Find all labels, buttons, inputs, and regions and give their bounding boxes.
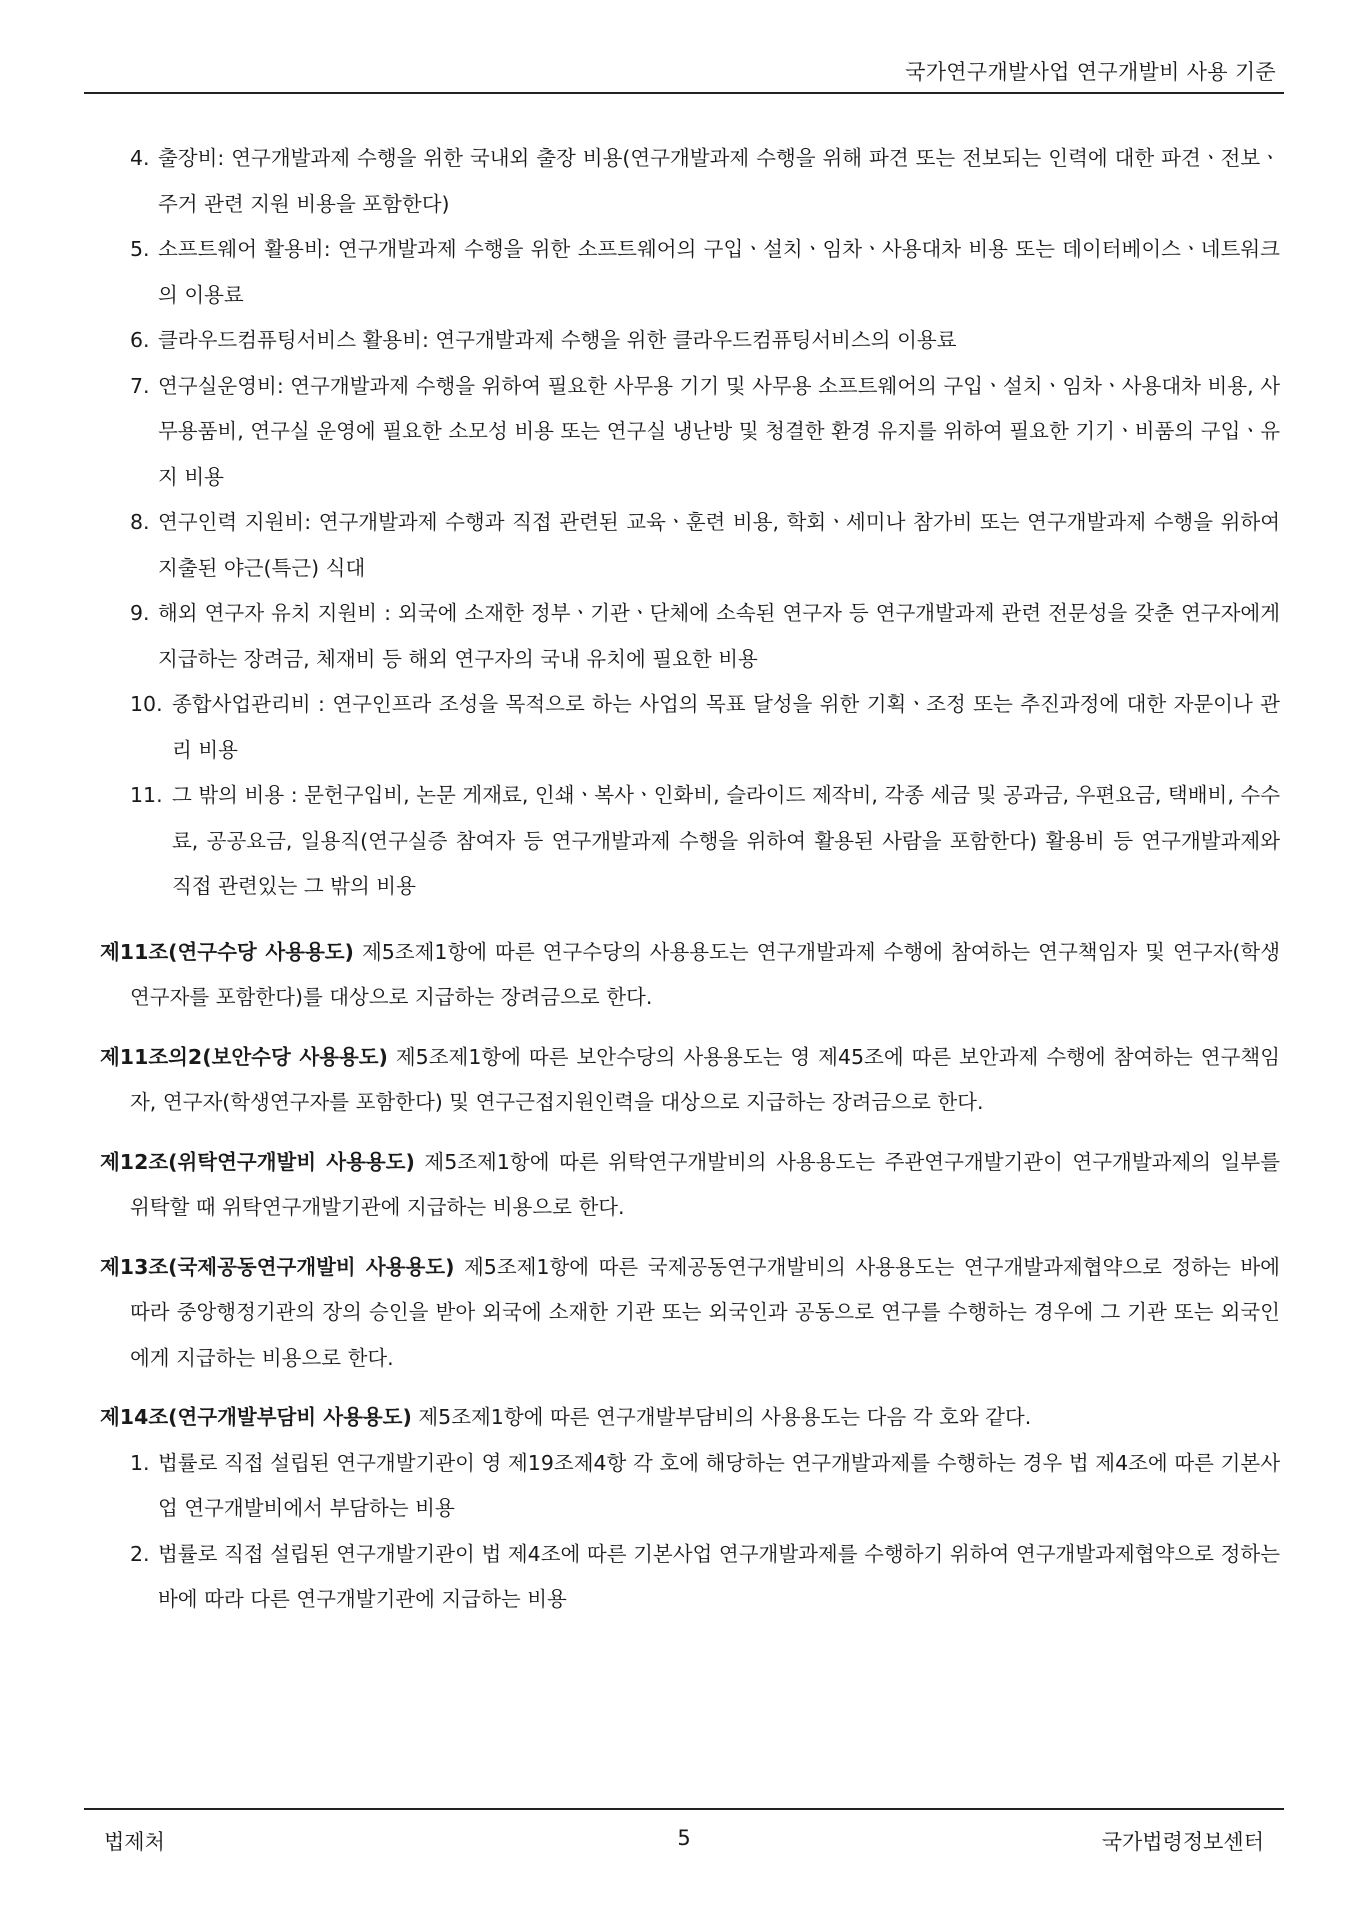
- list-item: [100, 1532, 1280, 1623]
- burden-item-list: [100, 1441, 1280, 1623]
- item-number: 10.: [130, 692, 163, 716]
- list-item: [100, 682, 1280, 773]
- article-title: 제11조(연구수당 사용용도): [100, 939, 354, 964]
- article-13: [100, 1245, 1280, 1382]
- item-text: 법률로 직접 설립된 연구개발기관이 영 제19조제4항 각 호에 해당하는 연구개발과제를 수행하는 경우 법 제4조에 따른 기본사업 연구개발비에서 부담하는 비용: [158, 1450, 1280, 1520]
- article-text: 제5조제1항에 따른 보안수당의 사용용도는 영 제45조에 따른 보안과제 수행에 참여하는 연구책임자, 연구자(학생연구자를 포함한다) 및 연구근접지원인력을 대상으로 지급하는 장려금으로 한다.: [130, 1044, 1280, 1114]
- article-title: 제11조의2(보안수당 사용용도): [100, 1044, 388, 1069]
- list-item: [100, 364, 1280, 501]
- item-text: 클라우드컴퓨팅서비스 활용비: 연구개발과제 수행을 위한 클라우드컴퓨팅서비스의 이용료: [158, 328, 957, 352]
- article-text: 제5조제1항에 따른 국제공동연구개발비의 사용용도는 연구개발과제협약으로 정하는 바에 따라 중앙행정기관의 장의 승인을 받아 외국에 소재한 기관 또는 외국인과 공동으로 연구를 수행하는 경우에 그 기관 또는 외국인에게 지급하는 비용으로 한다.: [130, 1254, 1280, 1370]
- list-item: [100, 227, 1280, 318]
- article-text: 제5조제1항에 따른 연구개발부담비의 사용용도는 다음 각 호와 같다.: [411, 1405, 1032, 1429]
- footer-source: 국가법령정보센터: [1101, 1830, 1264, 1854]
- page-header: [84, 50, 1284, 94]
- list-item: [100, 773, 1280, 910]
- list-item: [100, 136, 1280, 227]
- item-text: 그 밖의 비용 : 문헌구입비, 논문 게재료, 인쇄ㆍ복사ㆍ인화비, 슬라이드 제작비, 각종 세금 및 공과금, 우편요금, 택배비, 수수료, 공공요금, 일용직(연구실증 참여자 등 연구개발과제 수행을 위하여 활용된 사람을 포함한다) 활용비 등 연구개발과제와 직접 관련있는 그 밖의 비용: [172, 783, 1280, 898]
- document-body: [100, 136, 1280, 1623]
- footer-publisher: 법제처: [104, 1830, 165, 1854]
- item-number: 4.: [130, 146, 150, 170]
- list-item: [100, 1441, 1280, 1532]
- item-number: 9.: [130, 601, 150, 625]
- item-number: 7.: [130, 373, 150, 398]
- item-text: 종합사업관리비 : 연구인프라 조성을 목적으로 하는 사업의 목표 달성을 위한 기획ㆍ조정 또는 추진과정에 대한 자문이나 관리 비용: [172, 692, 1280, 762]
- item-number: 11.: [130, 783, 163, 807]
- article-title: 제13조(국제공동연구개발비 사용용도): [100, 1254, 455, 1279]
- article-11: [100, 930, 1280, 1021]
- page-number: 5: [677, 1826, 691, 1850]
- list-item: [100, 318, 1280, 364]
- article-text: 제5조제1항에 따른 연구수당의 사용용도는 연구개발과제 수행에 참여하는 연구책임자 및 연구자(학생연구자를 포함한다)를 대상으로 지급하는 장려금으로 한다.: [130, 939, 1281, 1009]
- article-11-2: [100, 1035, 1280, 1126]
- expense-item-list: [100, 136, 1280, 910]
- item-number: 5.: [130, 237, 150, 261]
- item-text: 연구인력 지원비: 연구개발과제 수행과 직접 관련된 교육ㆍ훈련 비용, 학회ㆍ세미나 참가비 또는 연구개발과제 수행을 위하여 지출된 야근(특근) 식대: [158, 510, 1280, 580]
- item-number: 6.: [130, 328, 150, 352]
- article-text: 제5조제1항에 따른 위탁연구개발비의 사용용도는 주관연구개발기관이 연구개발과제의 일부를 위탁할 때 위탁연구개발기관에 지급하는 비용으로 한다.: [130, 1149, 1280, 1219]
- article-title: 제12조(위탁연구개발비 사용용도): [100, 1149, 415, 1174]
- item-text: 출장비: 연구개발과제 수행을 위한 국내외 출장 비용(연구개발과제 수행을 위해 파견 또는 전보되는 인력에 대한 파견ㆍ전보ㆍ주거 관련 지원 비용을 포함한다): [158, 146, 1280, 216]
- article-12: [100, 1140, 1280, 1231]
- item-text: 연구실운영비: 연구개발과제 수행을 위하여 필요한 사무용 기기 및 사무용 소프트웨어의 구입ㆍ설치ㆍ임차ㆍ사용대차 비용, 사무용품비, 연구실 운영에 필요한 소모성 비용 또는 연구실 냉난방 및 청결한 환경 유지를 위하여 필요한 기기ㆍ비품의 구입ㆍ유지 비용: [158, 373, 1280, 489]
- item-number: 8.: [130, 510, 150, 534]
- item-text: 소프트웨어 활용비: 연구개발과제 수행을 위한 소프트웨어의 구입ㆍ설치ㆍ임차ㆍ사용대차 비용 또는 데이터베이스ㆍ네트워크의 이용료: [158, 237, 1280, 307]
- article-14: [100, 1395, 1280, 1441]
- article-title: 제14조(연구개발부담비 사용용도): [100, 1405, 412, 1429]
- document-title: 국가연구개발사업 연구개발비 사용 기준: [905, 60, 1276, 84]
- page-footer: [84, 1808, 1284, 1870]
- item-number: 1.: [130, 1450, 150, 1475]
- list-item: [100, 500, 1280, 591]
- list-item: [100, 591, 1280, 682]
- item-number: 2.: [130, 1541, 150, 1566]
- item-text: 해외 연구자 유치 지원비 : 외국에 소재한 정부ㆍ기관ㆍ단체에 소속된 연구자 등 연구개발과제 관련 전문성을 갖춘 연구자에게 지급하는 장려금, 체재비 등 해외 연구자의 국내 유치에 필요한 비용: [158, 601, 1280, 671]
- item-text: 법률로 직접 설립된 연구개발기관이 법 제4조에 따른 기본사업 연구개발과제를 수행하기 위하여 연구개발과제협약으로 정하는 바에 따라 다른 연구개발기관에 지급하는 비용: [158, 1541, 1280, 1611]
